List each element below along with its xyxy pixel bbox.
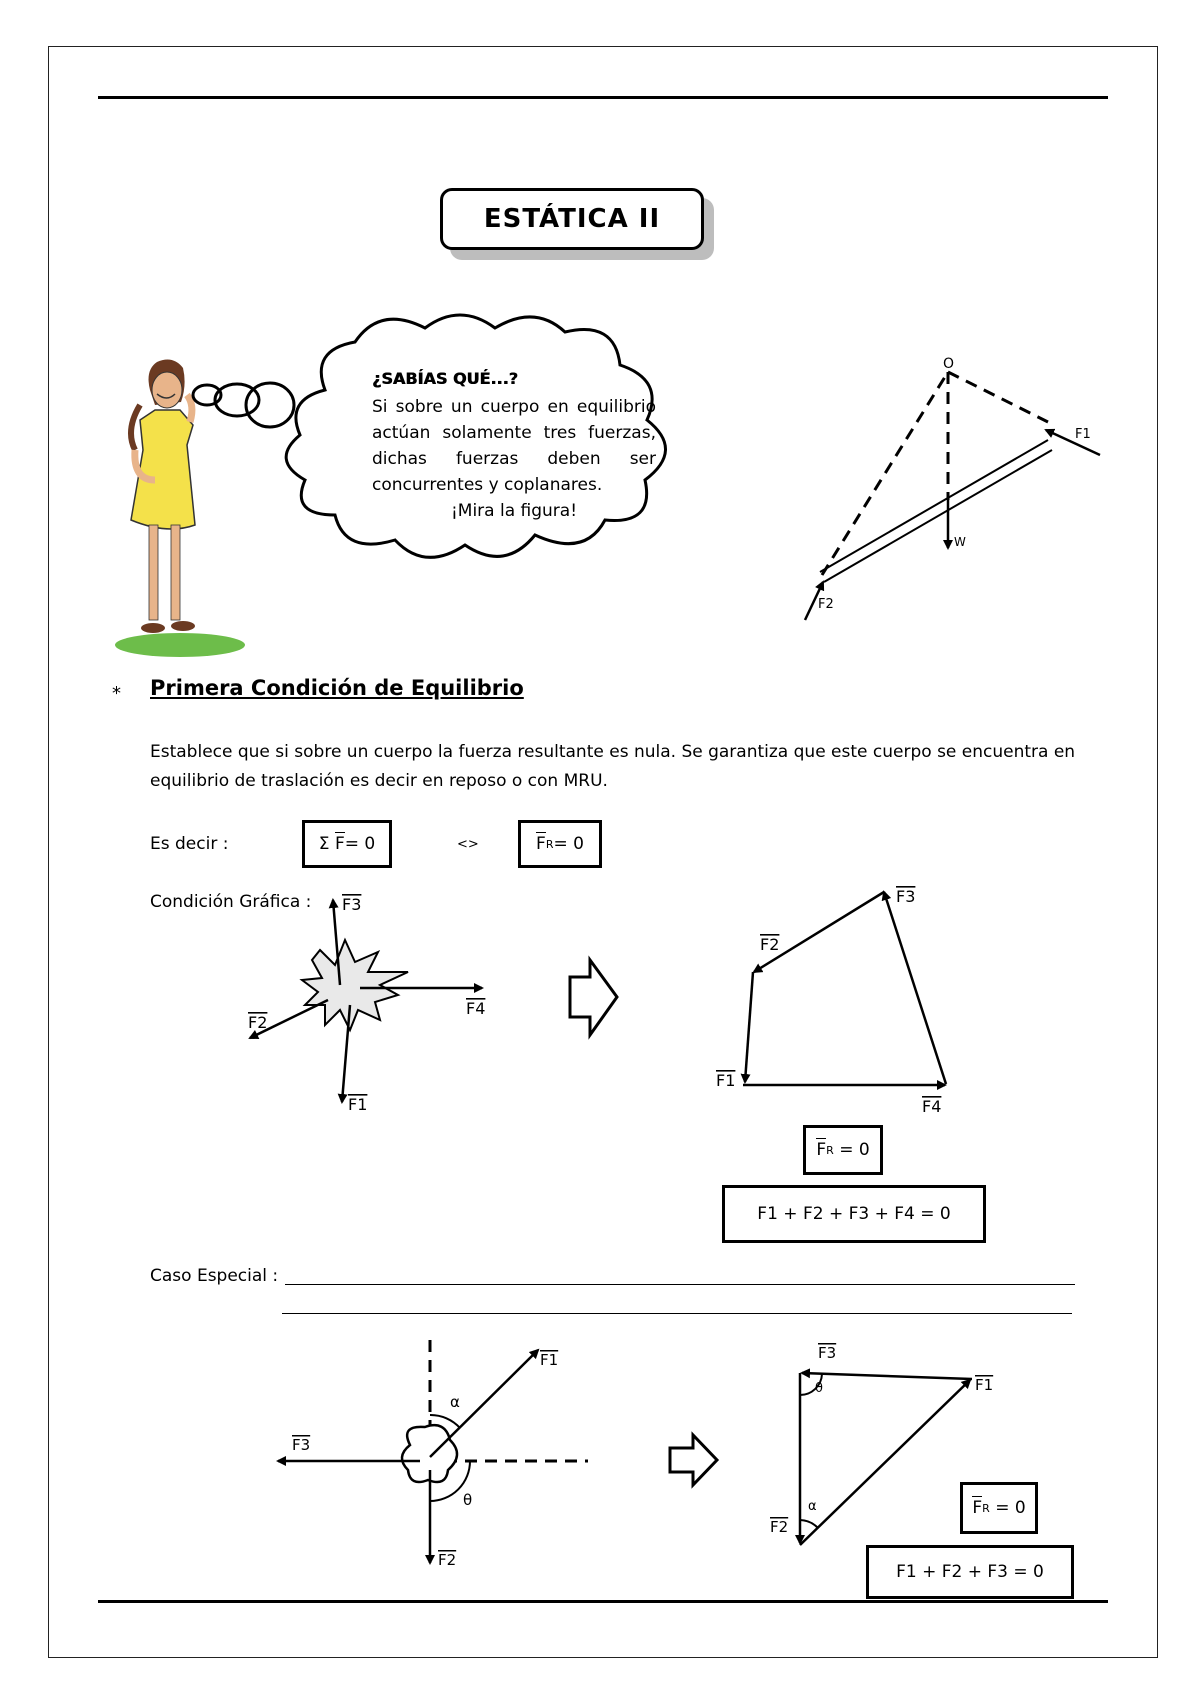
sigma-symbol: Σ <box>318 834 330 854</box>
bubble-line: Si sobre un cuerpo en equilibrio <box>372 397 656 417</box>
bubble-text <box>372 394 656 524</box>
body-burst <box>302 940 408 1030</box>
sum-equation: F1 + F2 + F3 = 0 <box>896 1562 1044 1582</box>
bubble-line: dichas fuerzas deben ser <box>372 449 656 469</box>
three-force-diagram <box>270 1335 600 1585</box>
force-vector: F <box>536 834 546 854</box>
section-heading: Primera Condición de Equilibrio <box>150 676 524 700</box>
f1-label: F1 <box>975 1376 994 1394</box>
f4-label: F4 <box>466 999 486 1018</box>
f2-label: F2 <box>248 1013 268 1032</box>
equation-rest: = 0 <box>344 834 376 854</box>
top-rule <box>98 96 1108 99</box>
point-o-label: O <box>943 356 955 372</box>
f3-label: F3 <box>292 1436 311 1454</box>
f4-label: F4 <box>922 1097 942 1116</box>
implies-arrow-icon <box>665 1430 725 1492</box>
f3-label: F3 <box>896 887 916 906</box>
f3-arrow <box>802 1373 972 1379</box>
f1-arrow <box>430 1350 538 1457</box>
equation-rest: = 0 <box>839 1140 870 1160</box>
f1-arrow <box>800 1380 970 1545</box>
f3-arrow <box>884 892 946 1084</box>
page-title: ESTÁTICA II <box>440 188 704 250</box>
dashed-line <box>822 372 948 575</box>
equation-rest: = 0 <box>995 1498 1026 1518</box>
resultant-equation <box>518 820 602 868</box>
w-label: W <box>954 535 966 549</box>
free-body-diagram <box>230 880 510 1120</box>
sum-equation: F1 + F2 + F3 + F4 = 0 <box>757 1204 951 1224</box>
es-decir-label: Es decir : <box>150 834 229 854</box>
resultant-zero-box: F R = 0 <box>960 1482 1038 1534</box>
subscript: R <box>545 837 554 851</box>
f1-label: F1 <box>1075 427 1091 442</box>
f1-label: F1 <box>348 1095 368 1114</box>
f2-label: F2 <box>760 935 780 954</box>
force-triangle <box>760 1340 994 1560</box>
f2-label: F2 <box>438 1551 457 1569</box>
alpha-label: α <box>450 1393 460 1411</box>
blank-line <box>282 1313 1072 1314</box>
girl-illustration <box>131 360 195 633</box>
grafica-label: Condición Gráfica : <box>150 892 312 912</box>
f2-label: F2 <box>770 1518 789 1536</box>
grass-patch <box>115 633 245 657</box>
sum-force-equation <box>302 820 392 868</box>
caso-label: Caso Especial : <box>150 1266 279 1286</box>
concurrent-forces-figure <box>790 350 1110 630</box>
bubble-cta: ¡Mira la figura! <box>450 501 578 521</box>
f3-label: F3 <box>342 895 362 914</box>
resultant-zero-box: F R = 0 <box>803 1125 883 1175</box>
theta-label: θ <box>815 1381 823 1396</box>
iff-symbol: <> <box>457 837 479 852</box>
sum-three-forces-box <box>866 1545 1074 1599</box>
paragraph-line: Establece que si sobre un cuerpo la fuerza resultante es nula. Se garantiza que este cuerpo se encuentra en <box>150 742 1076 762</box>
dashed-line <box>948 372 1048 422</box>
f1-label: F1 <box>540 1351 559 1369</box>
f3-label: F3 <box>818 1344 837 1362</box>
sum-four-forces-box <box>722 1185 986 1243</box>
bullet: * <box>112 683 121 704</box>
bubble-line: actúan solamente tres fuerzas, <box>372 423 656 443</box>
implies-arrow-icon <box>565 955 625 1045</box>
blank-line <box>285 1284 1075 1285</box>
f1-arrow <box>1046 430 1100 455</box>
force-polygon <box>700 880 960 1120</box>
force-vector: F <box>334 834 345 854</box>
alpha-label: α <box>808 1499 817 1514</box>
f2-label: F2 <box>818 597 834 612</box>
bubble-line: concurrentes y coplanares. <box>372 475 603 495</box>
alpha-arc <box>800 1520 818 1528</box>
bubble-title: ¿SABÍAS QUÉ...? <box>372 369 518 388</box>
f1-label: F1 <box>716 1071 736 1090</box>
equation-rest: = 0 <box>553 834 584 854</box>
f2-arrow <box>754 892 884 972</box>
f1-arrow <box>745 972 753 1082</box>
theta-label: θ <box>463 1491 473 1509</box>
bottom-rule <box>98 1600 1108 1603</box>
paragraph-line: equilibrio de traslación es decir en reposo o con MRU. <box>150 771 608 791</box>
